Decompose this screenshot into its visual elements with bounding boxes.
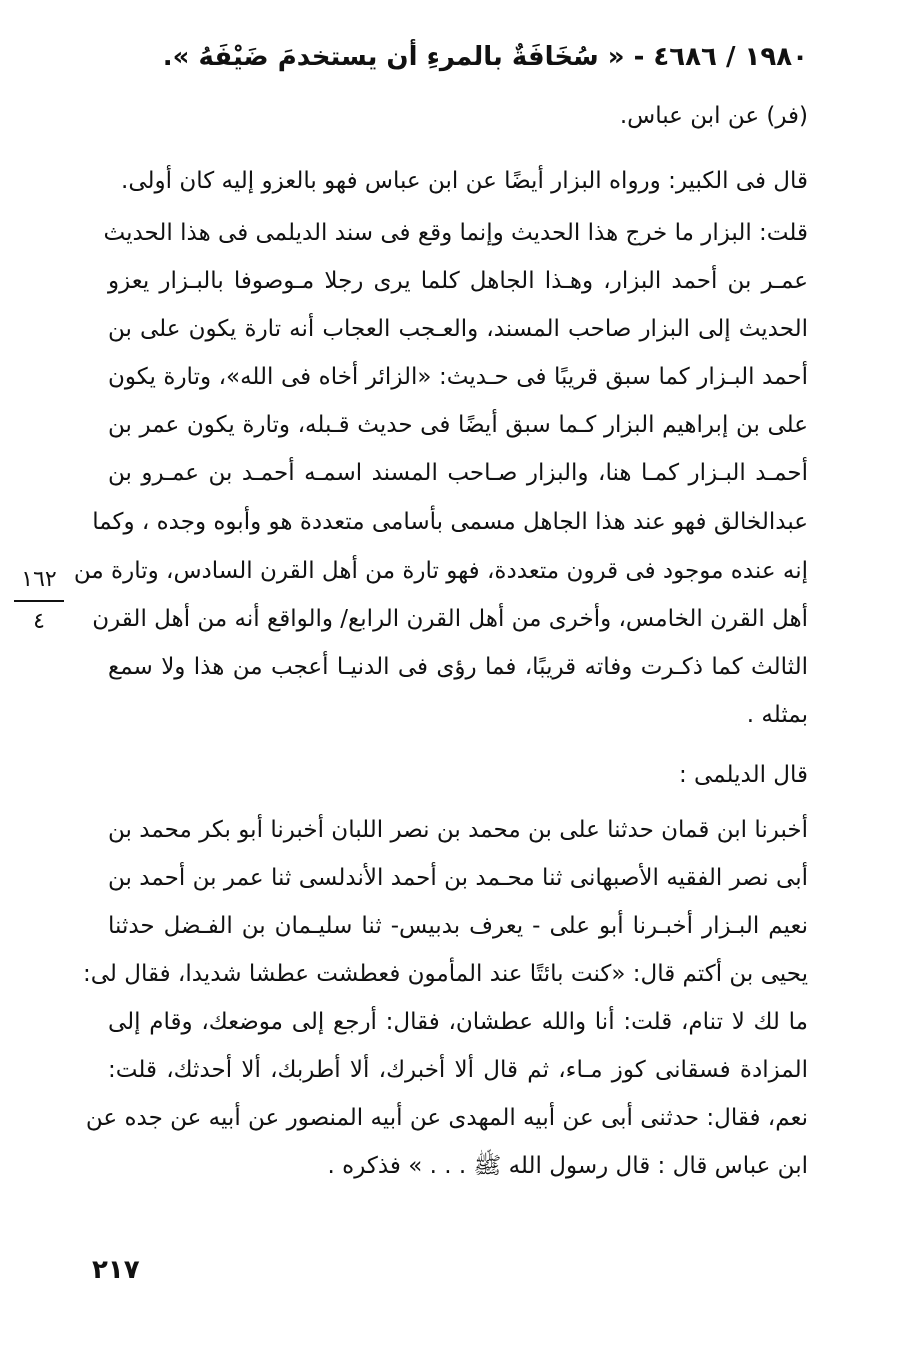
isnad-line: المزادة فسقانى كوز مـاء، ثم قال ألا أخبرك، ألا أطربك، ألا أحدثك، قلت: <box>108 1057 808 1083</box>
isnad-line: يحيى بن أكتم قال: «كنت بائتًا عند المأمون فعطشت عطشا شديدا، فقال لى: <box>83 961 808 987</box>
margin-note-divider <box>14 600 64 602</box>
isnad-line: نعم، فقال: حدثنى أبى عن أبيه المهدى عن أبيه المنصور عن أبيه عن جده عن <box>85 1105 808 1131</box>
commentary-line: قلت: البزار ما خرج هذا الحديث وإنما وقع فى سند الديلمى فى هذا الحديث <box>103 220 808 246</box>
commentary-line: أحمد البـزار كما سبق قريبًا فى حـديث: «الزائر أخاه فى الله»، وتارة يكون <box>108 364 808 390</box>
commentary-line: على بن إبراهيم البزار كـما سبق أيضًا فى حديث قـبله، وتارة يكون عمر بن <box>108 412 808 438</box>
hadith-heading: ١٩٨٠ / ٤٦٨٦ - « سُخَافَةٌ بالمرءِ أن يستخدمَ ضَيْفَهُ ». <box>162 42 808 72</box>
commentary-line: الحديث إلى البزار صاحب المسند، والعـجب العجاب أنه تارة يكون على بن <box>108 316 808 342</box>
margin-volume-page-note <box>10 566 68 636</box>
margin-note-volume: ٤ <box>33 609 45 634</box>
isnad-line: أخبرنا ابن قمان حدثنا على بن محمد بن نصر اللبان أخبرنا أبو بكر محمد بن <box>108 817 808 843</box>
commentary-line: عبدالخالق فهو عند هذا الجاهل مسمى بأسامى متعددة هو وأبوه وجده ، وكما <box>92 509 808 535</box>
commentary-line: أهل القرن الخامس، وأخرى من أهل القرن الرابع/ والواقع أنه من أهل القرن <box>92 606 808 632</box>
commentary-line: إنه عنده موجود فى قرون متعددة، فهو تارة من أهل القرن السادس، وتارة من <box>73 558 808 584</box>
daylami-label: قال الديلمى : <box>678 762 808 788</box>
kabir-paragraph: قال فى الكبير: ورواه البزار أيضًا عن ابن عباس فهو بالعزو إليه كان أولى. <box>121 168 808 194</box>
margin-note-page: ١٦٢ <box>21 567 57 592</box>
isnad-line: نعيم البـزار أخبـرنا أبو على - يعرف بدبيس- ثنا سليـمان بن الفـضل حدثنا <box>108 913 808 939</box>
commentary-line: بمثله . <box>746 702 808 728</box>
commentary-line: الثالث كما ذكـرت وفاته قريبًا، فما رؤى فى الدنيـا أعجب من هذا ولا سمع <box>108 654 808 680</box>
commentary-line: عمـر بن أحمد البزار، وهـذا الجاهل كلما يرى رجلا مـوصوفا بالبـزار يعزو <box>108 268 808 294</box>
page-number: ٢١٧ <box>92 1255 140 1285</box>
isnad-line: أبى نصر الفقيه الأصبهانى ثنا محـمد بن أحمد الأندلسى ثنا عمر بن أحمد بن <box>108 865 808 891</box>
isnad-line: ابن عباس قال : قال رسول الله ﷺ . . . » فذكره . <box>327 1153 808 1179</box>
source-line: (فر) عن ابن عباس. <box>619 103 808 129</box>
commentary-line: أحمـد البـزار كمـا هنا، والبزار صـاحب المسند اسمـه أحمـد بن عمـرو بن <box>108 460 808 486</box>
isnad-line: ما لك لا تنام، قلت: أنا والله عطشان، فقال: أرجع إلى موضعك، وقام إلى <box>108 1009 808 1035</box>
